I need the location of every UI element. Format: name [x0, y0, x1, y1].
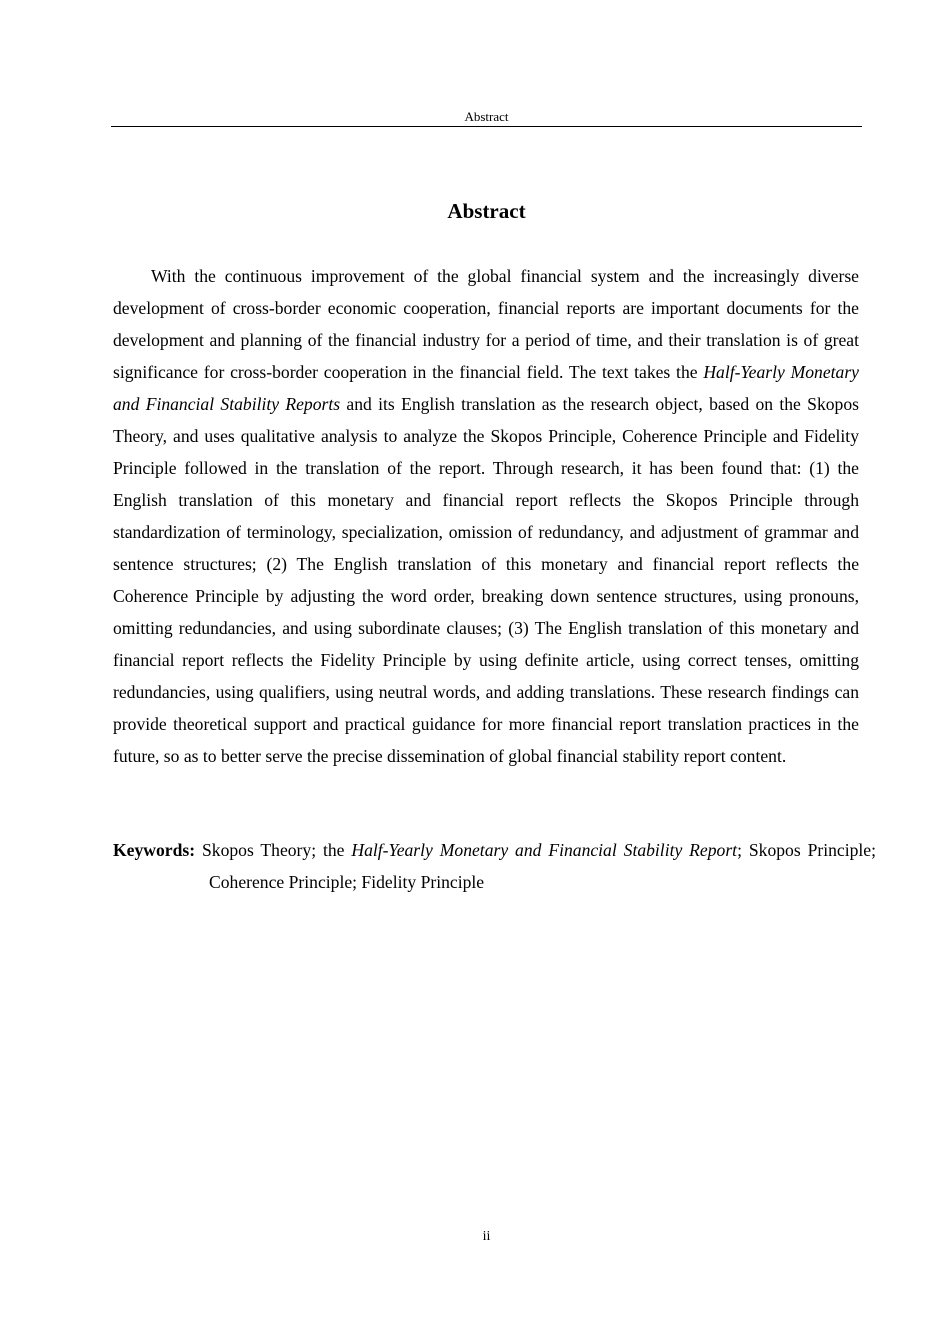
- keywords-line: [113, 835, 876, 898]
- keywords-italic: Half-Yearly Monetary and Financial Stability Report: [351, 840, 738, 860]
- header-rule: [111, 126, 862, 127]
- abstract-paragraph: [113, 260, 859, 772]
- abstract-intro: With the continuous improvement of the global financial system and the increasingly diverse development of cross-border economic cooperation, financial reports are important documents for the development and planning of the financial industry for a period of time, and their translation is of great significance for cross-border cooperation in the financial field. The text takes the: [113, 266, 859, 382]
- page-number: ii: [482, 1229, 491, 1244]
- keywords-part2: ; Skopos Principle; Coherence Principle; Fidelity Principle: [209, 840, 876, 892]
- abstract-rest: and its English translation as the research object, based on the Skopos Theory, and uses qualitative analysis to analyze the Skopos Principle, Coherence Principle and Fidelity Principle followed in the translation of the report. Through research, it has been found that: (1) the English translation of this monetary and financial report reflects the Skopos Principle through standardization of terminology, specialization, omission of redundancy, and adjustment of grammar and sentence structures; (2) The English translation of this monetary and financial report reflects the Coherence Principle by adjusting the word order, breaking down sentence structures, using pronouns, omitting redundancies, and using subordinate clauses; (3) The English translation of this monetary and financial report reflects the Fidelity Principle by using definite article, using correct tenses, omitting redundancies, using qualifiers, using neutral words, and adding translations. These research findings can provide theoretical support and practical guidance for more financial report translation practices in the future, so as to better serve the precise dissemination of global financial stability report content.: [113, 394, 859, 766]
- keywords-part1: Skopos Theory; the: [202, 840, 352, 860]
- report-title-italic: Half-Yearly Monetary and Financial Stability Reports: [113, 362, 859, 414]
- running-header: Abstract: [464, 109, 509, 124]
- keywords-label: Keywords:: [113, 840, 196, 860]
- abstract-title: Abstract: [447, 199, 526, 223]
